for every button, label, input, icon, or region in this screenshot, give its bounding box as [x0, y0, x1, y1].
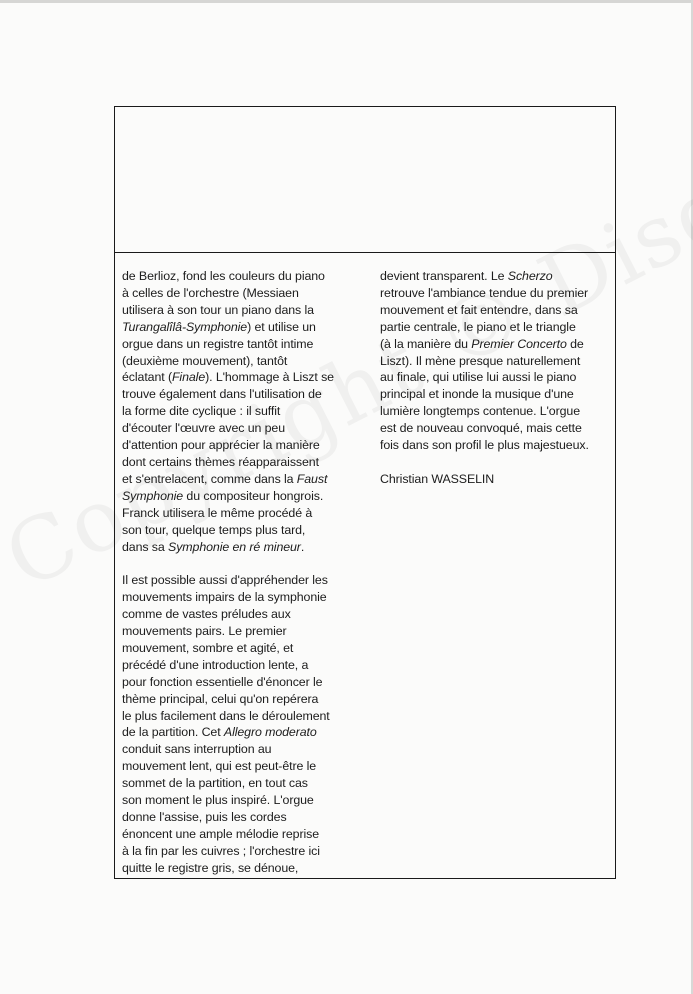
text-line: la forme dite cyclique : il suffit	[122, 404, 281, 419]
italic-title: Turangalîlâ-Symphonie	[122, 319, 248, 334]
italic-title: Allegro moderato	[223, 725, 317, 740]
text-line: Turangalîlâ-Symphonie) et utilise un	[122, 319, 316, 334]
text-line: Symphonie du compositeur hongrois.	[122, 488, 324, 503]
text-line: mouvement, sombre et agité, et	[122, 640, 294, 655]
text-line: mouvements impairs de la symphonie	[122, 590, 327, 605]
text-line: le plus facilement dans le déroulement	[122, 708, 330, 723]
text-line: à la fin par les cuivres ; l'orchestre ici	[122, 843, 320, 858]
paragraph-movements	[122, 572, 362, 876]
text-line: comme de vastes préludes aux	[122, 607, 291, 622]
text-line: orgue dans un registre tantôt intime	[122, 336, 314, 351]
text-line: conduit sans interruption au	[122, 742, 272, 757]
text-line: son moment le plus inspiré. L'orgue	[122, 793, 314, 808]
text-line: partie centrale, le piano et le triangle	[380, 319, 576, 334]
text-line: Il est possible aussi d'appréhender les	[122, 573, 328, 588]
text-line: dans sa Symphonie en ré mineur.	[122, 539, 305, 554]
italic-title: Premier Concerto	[471, 336, 567, 351]
paragraph-gap	[122, 555, 362, 572]
text-line: (deuxième mouvement), tantôt	[122, 353, 288, 368]
text-line: lumière longtemps contenue. L'orgue	[380, 404, 580, 419]
text-line: pour fonction essentielle d'énoncer le	[122, 674, 323, 689]
text-line: Franck utilisera le même procédé à	[122, 505, 313, 520]
text-line: énoncent une ample mélodie reprise	[122, 826, 320, 841]
text-line: d'attention pour apprécier la manière	[122, 438, 320, 453]
text-line: mouvement et fait entendre, dans sa	[380, 302, 578, 317]
text-line: devient transparent. Le Scherzo	[380, 269, 553, 283]
text-line: donne l'assise, puis les cordes	[122, 809, 287, 824]
paragraph-gap	[380, 454, 612, 471]
text-frame	[114, 106, 616, 879]
left-column	[122, 268, 362, 877]
right-column	[380, 268, 612, 488]
frame-header-box	[115, 107, 615, 253]
text-line: Liszt). Il mène presque naturellement	[380, 353, 581, 368]
paragraph-berlioz	[122, 268, 362, 555]
text-line: trouve également dans l'utilisation de	[122, 387, 322, 402]
author-signature: Christian WASSELIN	[380, 471, 495, 486]
text-line: retrouve l'ambiance tendue du premier	[380, 285, 589, 300]
text-line: précédé d'une introduction lente, a	[122, 657, 309, 672]
text-line: et s'entrelacent, comme dans la Faust	[122, 471, 328, 486]
text-line: principal et inonde la musique d'une	[380, 387, 574, 402]
text-line: quitte le registre gris, se dénoue,	[122, 860, 299, 875]
text-line: mouvements pairs. Le premier	[122, 624, 287, 639]
italic-title: Symphonie	[122, 488, 184, 503]
italic-title: Finale	[171, 370, 206, 385]
text-line: fois dans son profil le plus majestueux.	[380, 438, 589, 453]
text-line: au finale, qui utilise lui aussi le piano	[380, 370, 577, 385]
italic-title: Symphonie en ré mineur	[168, 539, 301, 554]
text-line: à celles de l'orchestre (Messiaen	[122, 285, 299, 300]
page-edge-top	[0, 0, 693, 3]
text-line: de Berlioz, fond les couleurs du piano	[122, 269, 325, 283]
text-line: de la partition. Cet Allegro moderato	[122, 725, 317, 740]
text-line: éclatant (Finale). L'hommage à Liszt se	[122, 370, 334, 385]
paragraph-scherzo	[380, 268, 612, 454]
text-line: son tour, quelque temps plus tard,	[122, 522, 306, 537]
text-line: est de nouveau convoqué, mais cette	[380, 421, 582, 436]
text-line: sommet de la partition, en tout cas	[122, 776, 308, 791]
text-line: utilisera à son tour un piano dans la	[122, 302, 314, 317]
text-line: mouvement lent, qui est peut-être le	[122, 759, 317, 774]
italic-title: Faust	[296, 471, 328, 486]
text-line: dont certains thèmes réapparaissent	[122, 454, 319, 469]
text-line: thème principal, celui qu'on repérera	[122, 691, 319, 706]
italic-title: Scherzo	[507, 269, 553, 283]
text-line: d'écouter l'œuvre avec un peu	[122, 421, 286, 436]
text-line: (à la manière du Premier Concerto de	[380, 336, 584, 351]
